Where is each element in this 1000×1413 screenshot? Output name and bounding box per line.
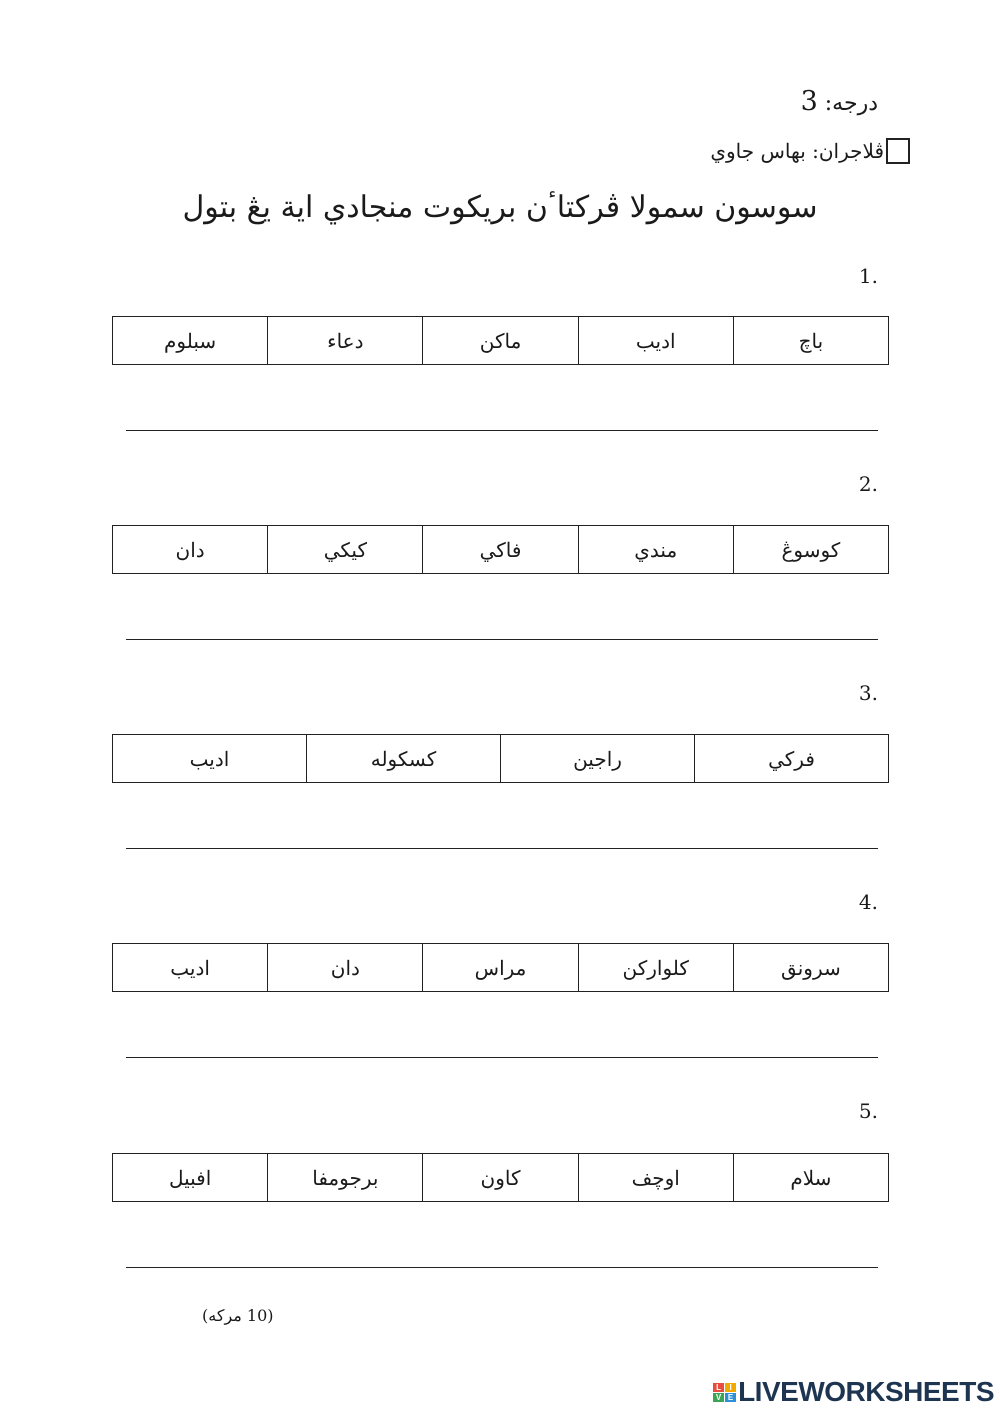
word-cell: كاون (423, 1154, 578, 1202)
answer-line[interactable] (126, 1057, 878, 1058)
word-table (112, 734, 889, 783)
word-cell: افبيل (113, 1154, 268, 1202)
word-cell: مراس (423, 944, 578, 992)
word-cell: باچ (733, 317, 888, 365)
subject-label: ڤلاجران: (812, 139, 884, 163)
word-table (112, 316, 889, 365)
question-number: 2. (858, 472, 878, 496)
answer-line[interactable] (126, 639, 878, 640)
word-cell: كيكي (268, 526, 423, 574)
page-title: سوسون سمولا ڤركتاٴن بريكوت منجادي اية يڠ بتول (182, 190, 818, 225)
logo-badge (713, 1383, 736, 1402)
word-cell: برجومفا (268, 1154, 423, 1202)
word-cell: دان (113, 526, 268, 574)
word-cell: راجين (501, 735, 695, 783)
logo-wordmark: LIVEWORKSHEETS (738, 1376, 994, 1407)
subject-value: بهاس جاوي (710, 139, 806, 163)
word-cell: ماكن (423, 317, 578, 365)
word-table (112, 943, 889, 992)
answer-line[interactable] (126, 848, 878, 849)
word-cell: فركي (695, 735, 889, 783)
word-cell: كوسوڠ (733, 526, 888, 574)
word-cell: مندي (578, 526, 733, 574)
word-cell: فاكي (423, 526, 578, 574)
word-cell: كسكوله (307, 735, 501, 783)
word-cell: سرونق (733, 944, 888, 992)
logo-badge-letter: E (725, 1393, 736, 1402)
question-number: 1. (858, 264, 878, 288)
word-cell: اديب (113, 944, 268, 992)
word-cell: اديب (578, 317, 733, 365)
subject-line (710, 138, 910, 164)
grade-label: درجه: (824, 91, 878, 116)
checkbox[interactable] (886, 138, 910, 164)
word-cell: دان (268, 944, 423, 992)
word-cell: دعاء (268, 317, 423, 365)
grade-value: 3 (800, 86, 818, 117)
logo-badge-letter: L (713, 1383, 724, 1392)
question-number: 3. (858, 681, 878, 705)
word-cell: سبلوم (113, 317, 268, 365)
grade-line (801, 86, 878, 117)
question-number: 5. (858, 1099, 878, 1123)
answer-line[interactable] (126, 1267, 878, 1268)
marks-note: (10 مركه) (202, 1306, 274, 1325)
word-cell: اديب (113, 735, 307, 783)
word-cell: اوچف (578, 1154, 733, 1202)
word-table (112, 1153, 889, 1202)
word-cell: كلواركن (578, 944, 733, 992)
logo-badge-letter: I (725, 1383, 736, 1392)
logo-badge-letter: V (713, 1393, 724, 1402)
liveworksheets-logo[interactable] (713, 1376, 994, 1408)
answer-line[interactable] (126, 430, 878, 431)
question-number: 4. (858, 890, 878, 914)
word-table (112, 525, 889, 574)
word-cell: سلام (733, 1154, 888, 1202)
